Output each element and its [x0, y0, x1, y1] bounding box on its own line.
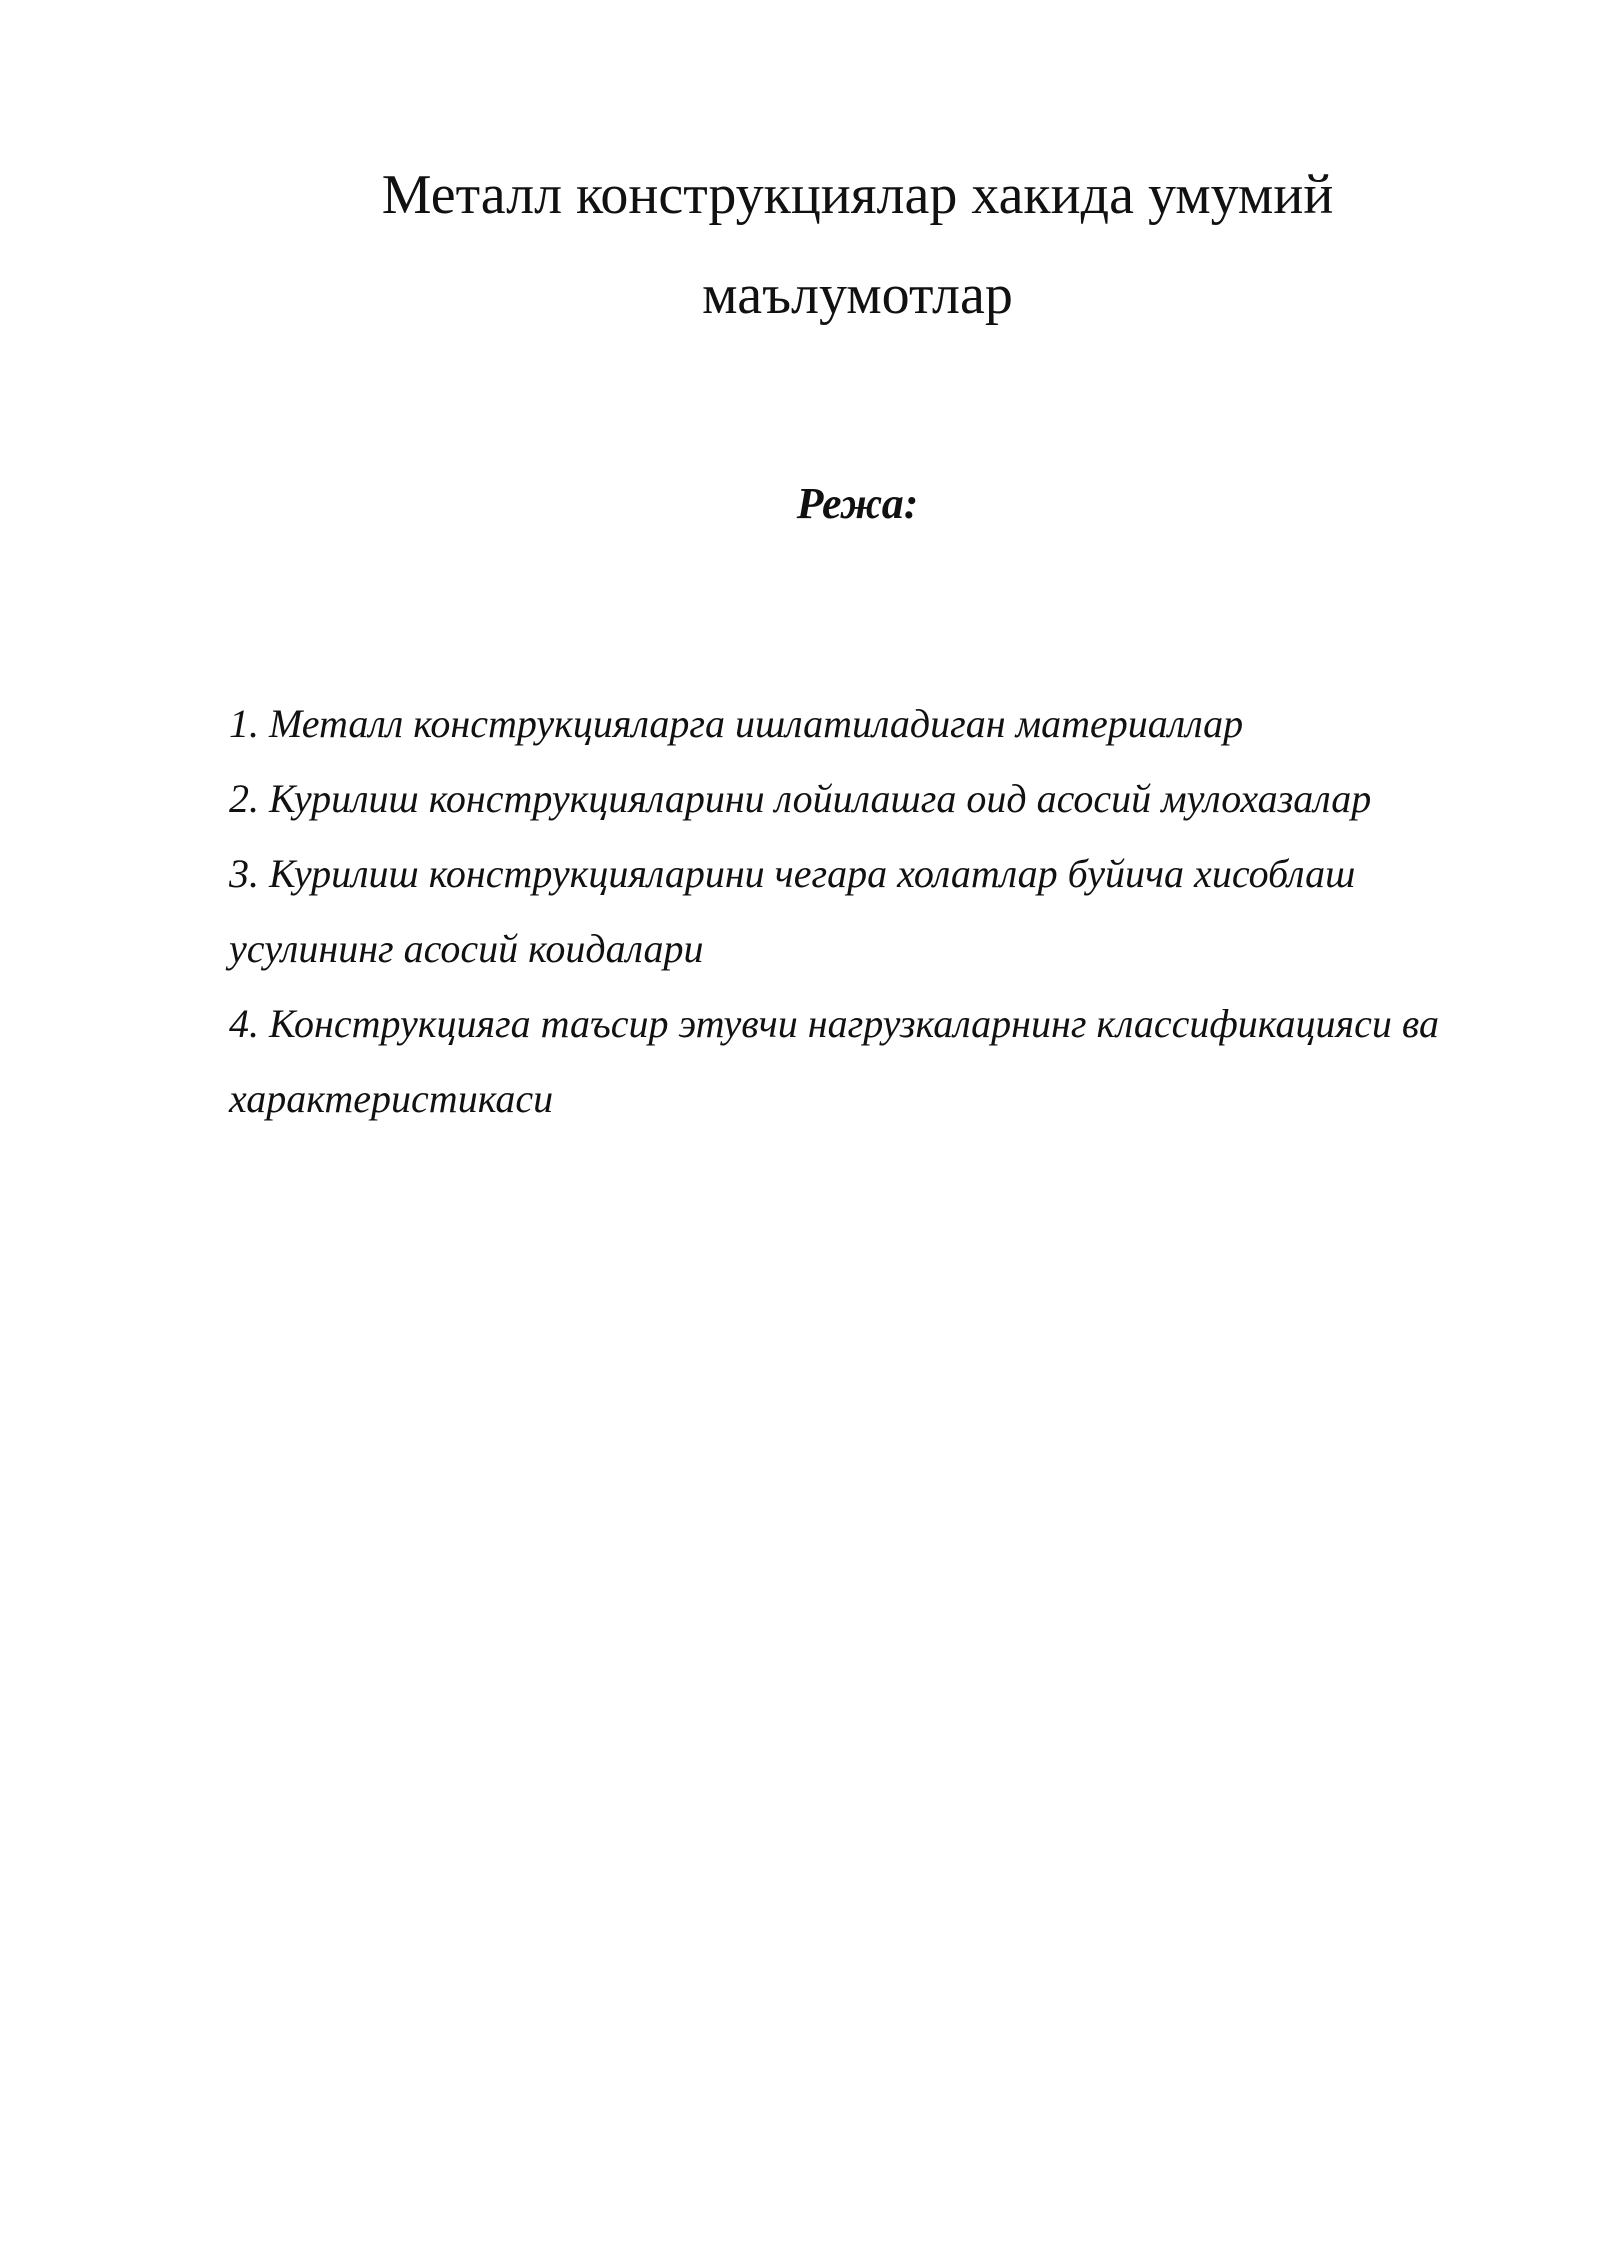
plan-item-text: Металл конструкцияларга ишлатиладиган материаллар: [269, 701, 1244, 746]
plan-item-number: 2.: [229, 776, 259, 821]
document-title: [230, 145, 1485, 345]
plan-item-number: 4.: [229, 1001, 259, 1046]
plan-item-number: 1.: [229, 701, 259, 746]
plan-item-text: Конструкцияга таъсир этувчи нагрузкаларнинг классификацияси ва характеристикаси: [229, 1001, 1439, 1121]
title-line-2: маълумотлар: [702, 264, 1013, 326]
title-line-1: Металл конструкциялар хакида умумий: [381, 164, 1334, 226]
plan-item-text: Курилиш конструкцияларини лойилашга оид асосий мулохазалар: [269, 776, 1372, 821]
plan-item-text: Курилиш конструкцияларини чегара холатлар буйича хисоблаш усулининг асосий коидалари: [229, 851, 1356, 971]
plan-heading: Режа:: [796, 479, 919, 528]
plan-item-1: [229, 686, 1529, 761]
plan-list: [229, 686, 1529, 1136]
plan-item-number: 3.: [229, 851, 259, 896]
plan-item-3: [229, 836, 1529, 986]
plan-item-2: [229, 761, 1529, 836]
plan-item-4: [229, 986, 1529, 1136]
